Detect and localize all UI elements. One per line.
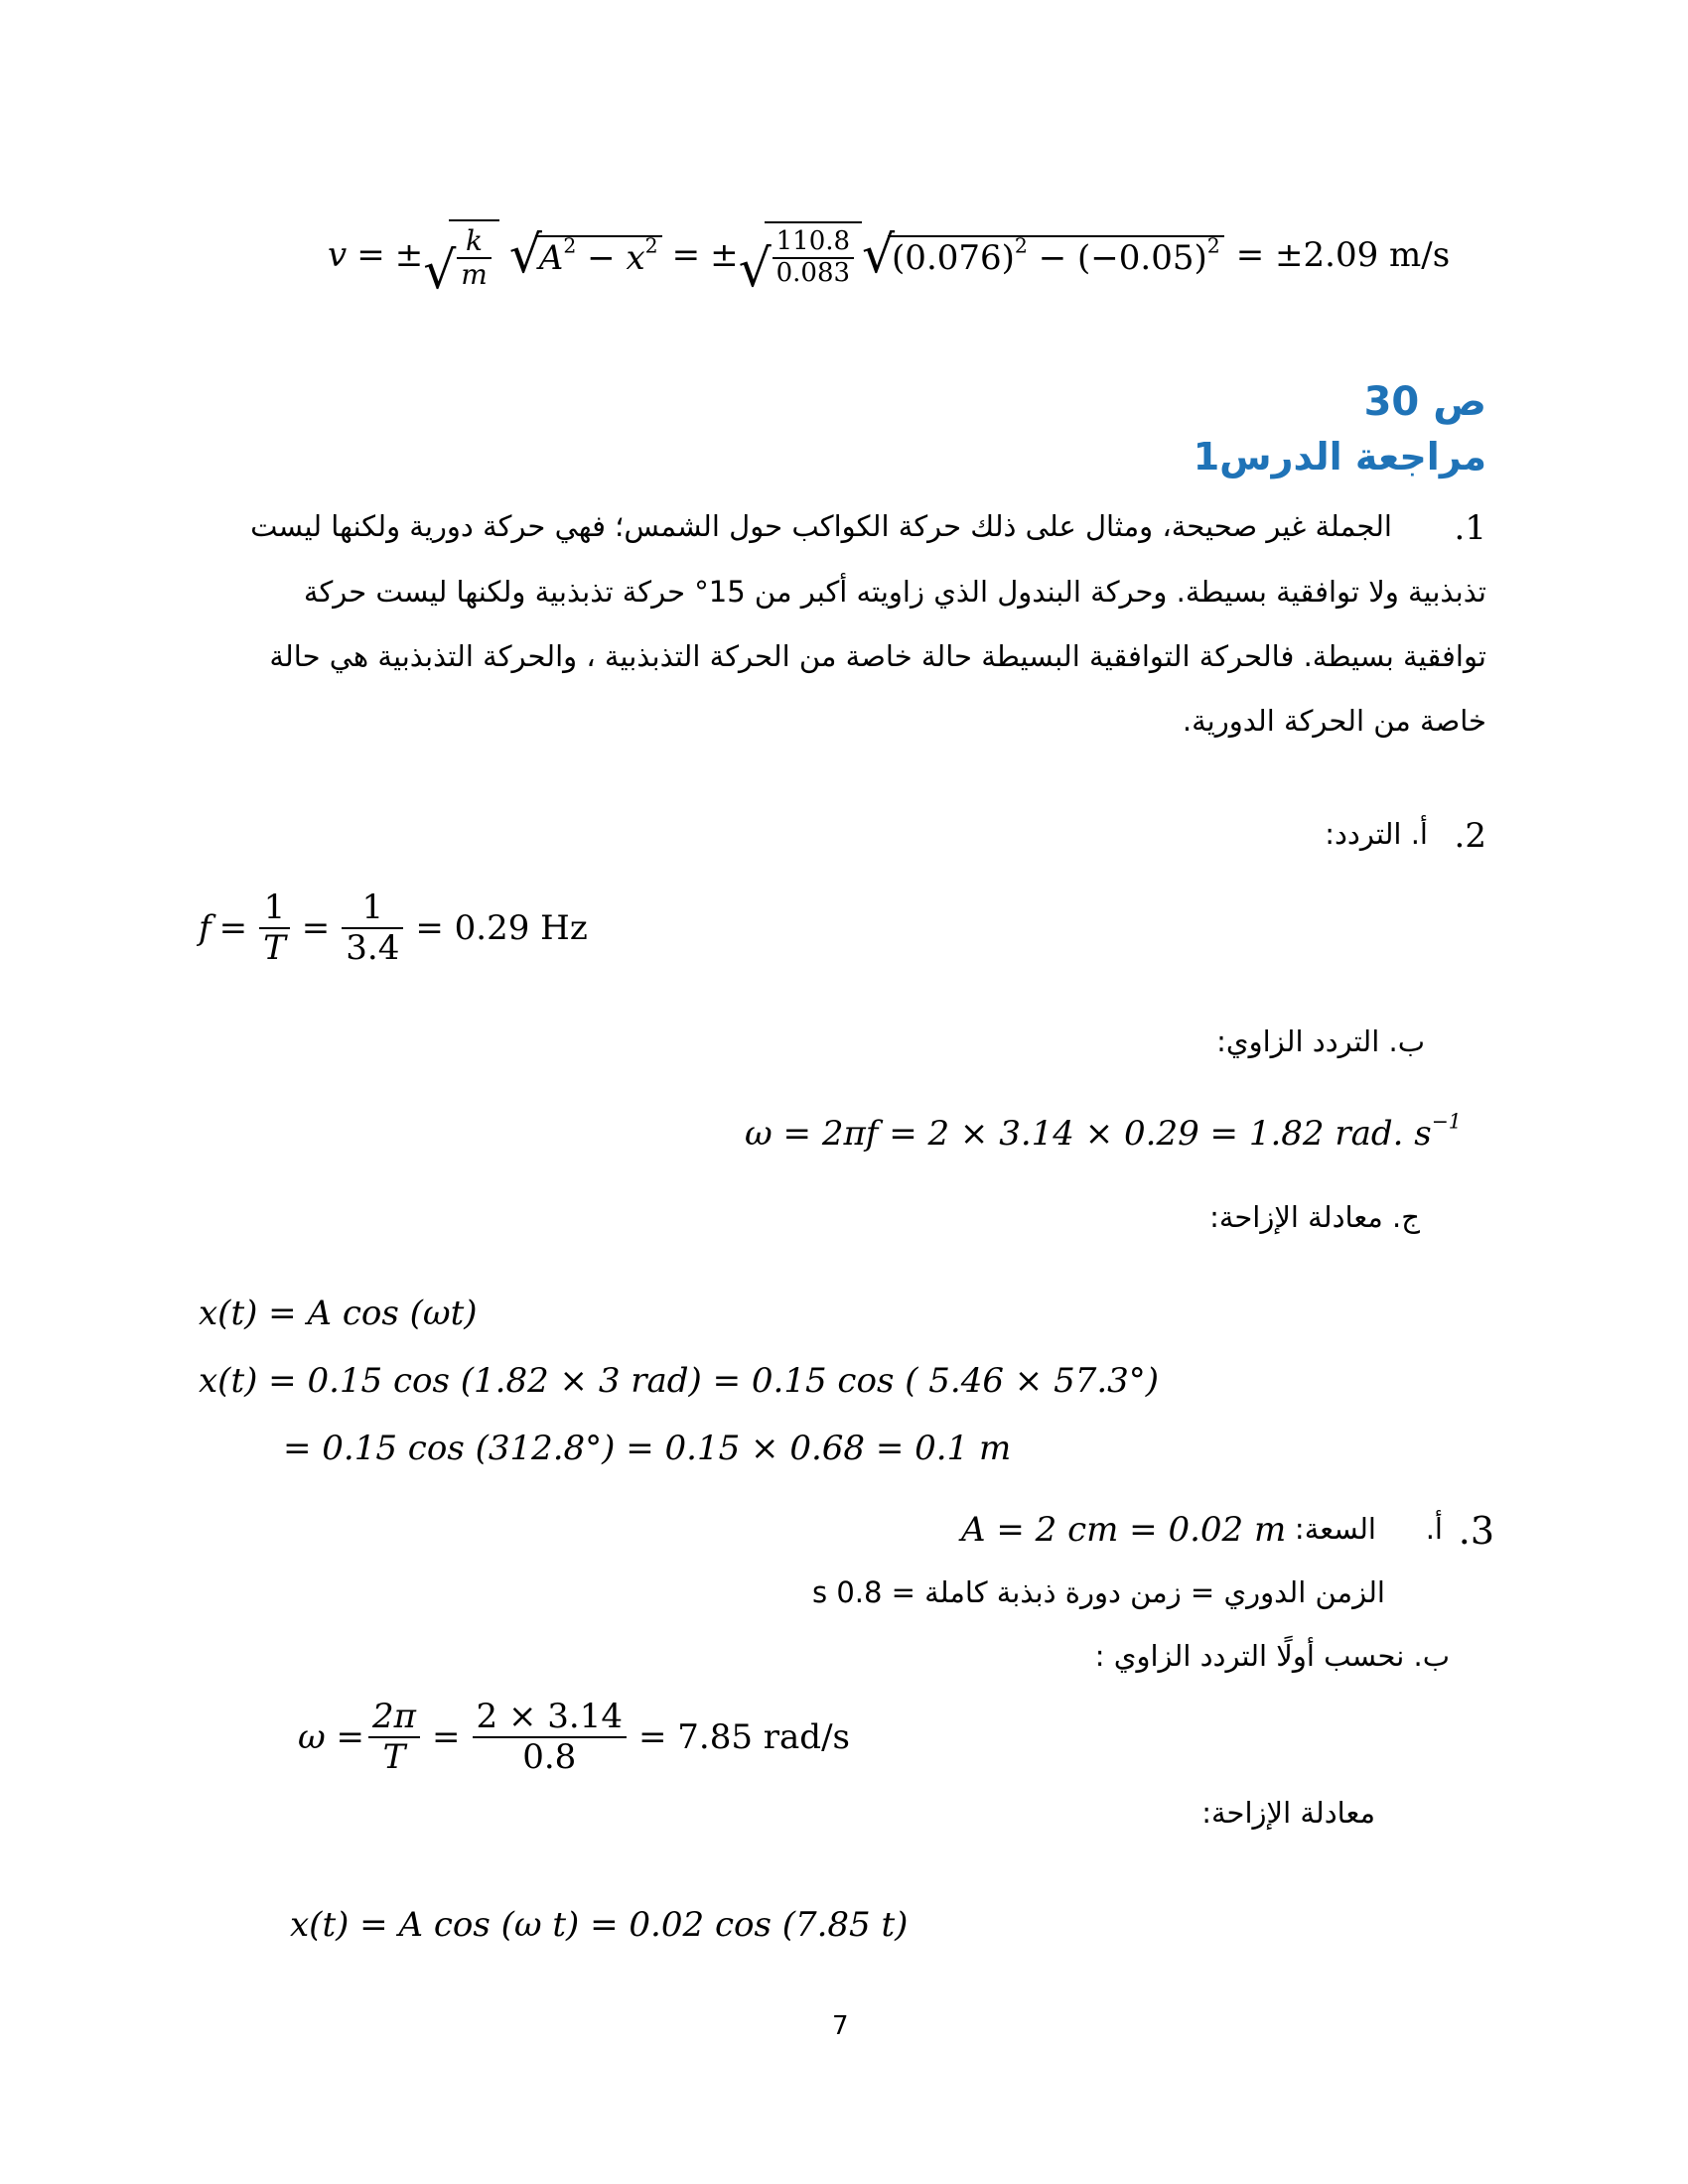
q2-number: .2 [1454,816,1486,856]
var-m: m [461,258,488,291]
exponent: 2 [1206,233,1220,258]
omega-lhs: ω = [298,1717,365,1758]
period-line: الزمن الدوري = زمن دورة ذبذبة كاملة = 0.8 s [811,1575,1385,1609]
denominator: T [382,1737,406,1778]
q1-line-4: خاصة من الحركة الدورية. [1182,704,1486,738]
var-a: A [538,238,564,278]
velocity-result: = ±2.09 m/s [1235,235,1451,275]
numerator: 2π [368,1698,420,1738]
denominator: 0.8 [522,1737,577,1778]
term-1: (0.076) [892,238,1015,278]
equals-sign: = [218,908,248,949]
numerator: 1 [259,888,290,929]
plus-minus-sign: ± [394,235,424,275]
angular-frequency-equation [745,1109,1462,1154]
equals-sign: = [432,1717,461,1758]
displacement-equation-q3: x(t) = A cos (ω t) = 0.02 cos (7.85 t) [290,1905,909,1945]
sqrt-numeric-diff [862,233,1224,278]
sqrt-a2-minus-x2 [509,233,662,278]
exponent: 2 [644,233,658,258]
omega-result: = 7.85 rad/s [637,1717,850,1758]
var-f: f [199,908,211,949]
q2-b-label: ب. التردد الزاوي: [1216,1024,1425,1058]
exponent: 2 [1014,233,1028,258]
q1-number: .1 [1454,508,1486,548]
omega-exponent: −1 [1431,1109,1462,1134]
sqrt-numeric-fraction [739,221,862,289]
frequency-result: = 0.29 Hz [415,908,588,949]
displacement-eq-2: x(t) = 0.15 cos (1.82 × 3 rad) = 0.15 cos ( 5.46 × 57.3°) [199,1361,1160,1401]
page-reference: ص 30 [1363,379,1486,425]
minus-sign: − [576,238,627,278]
q3-number: .3 [1458,1509,1494,1553]
displacement-eq-3: = 0.15 cos (312.8°) = 0.15 × 0.68 = 0.1 m [283,1429,1012,1468]
displacement-eq-1: x(t) = A cos (ωt) [199,1294,478,1333]
displacement-label: معادلة الإزاحة: [1201,1796,1375,1830]
denominator: T [263,928,286,969]
q1-line-1: الجملة غير صحيحة، ومثال على ذلك حركة الكواكب حول الشمس؛ فهي حركة دورية ولكنها ليست [250,509,1392,543]
plus-minus-sign: ± [710,235,739,275]
frequency-equation [199,888,588,968]
var-x: x [626,238,645,278]
omega-eq: ω = 2πf = 2 × 3.14 × 0.29 = 1.82 rad. s [745,1114,1432,1154]
q3-b-label: ب. نحسب أولًا التردد الزاوي : [1094,1639,1450,1673]
sqrt-k-over-m [423,219,499,291]
equals-sign: = [671,235,701,275]
denominator: 3.4 [346,928,400,969]
term-2: − (−0.05) [1027,238,1207,278]
q1-line-3: توافقية بسيطة. فالحركة التوافقية البسيطة حالة خاصة من الحركة التذبذبية ، والحركة التذبذبية هي حالة [269,639,1486,673]
denominator: 0.083 [775,258,851,288]
amplitude-equation: A = 2 cm = 0.02 m [961,1510,1287,1550]
numerator: √ 110.8 [773,227,854,259]
exponent: 2 [563,233,577,258]
section-title: مراجعة الدرس1 [1193,435,1486,478]
numerator: 2 × 3.14 [473,1698,627,1738]
q2-a-label: أ. التردد: [1325,817,1428,851]
q3-a-prefix: أ. [1425,1512,1443,1546]
var-k: √ k [457,225,492,259]
var-v: v [328,235,348,275]
angular-frequency-calc [298,1698,850,1777]
q1-line-2: تذبذبية ولا توافقية بسيطة. وحركة البندول الذي زاويته أكبر من 15° حركة تذبذبية ولكنها ليست حركة [303,575,1486,609]
amplitude-label: السعة: [1294,1512,1376,1546]
numerator: 1 [342,888,403,929]
page-number: 7 [832,2011,849,2041]
q2-c-label: ج. معادلة الإزاحة: [1209,1200,1420,1234]
equals-sign: = [356,235,385,275]
equals-sign: = [301,908,331,949]
velocity-equation [328,220,1450,290]
